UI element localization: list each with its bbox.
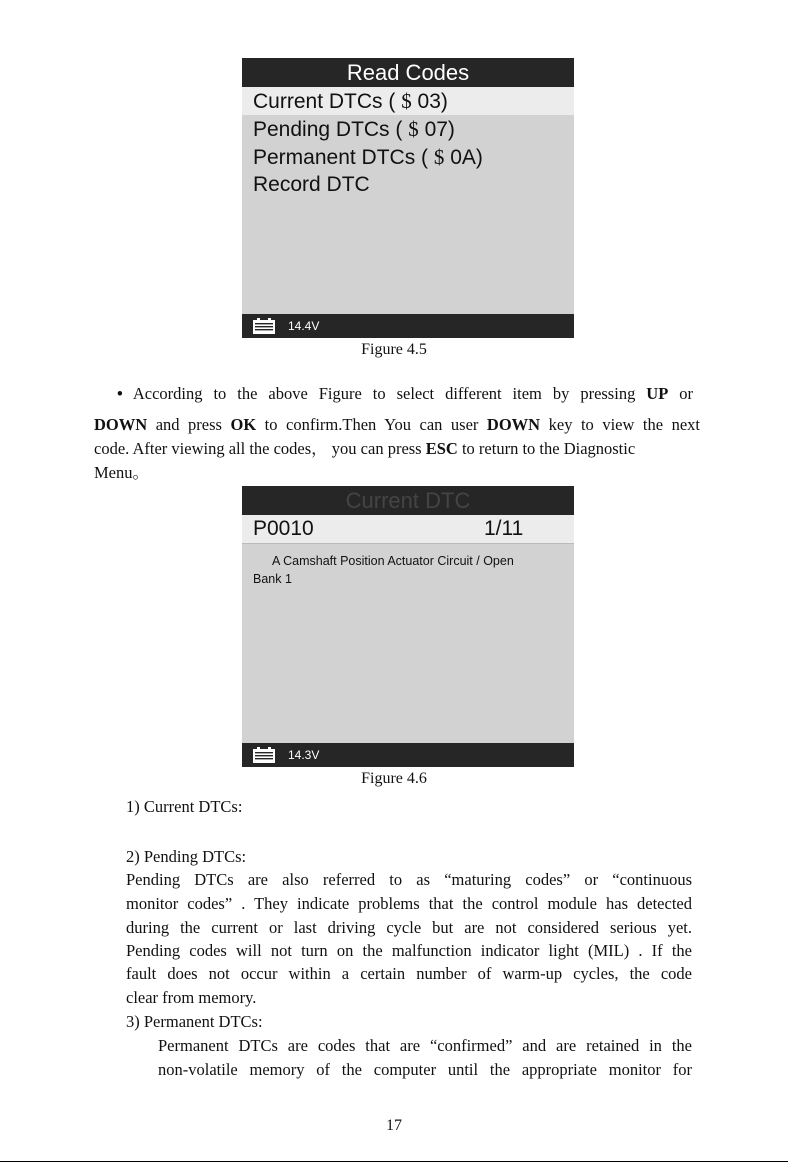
status-bar [242, 743, 574, 767]
voltage-reading: 14.4V [288, 319, 320, 333]
body-line: Pending DTCs are also referred to as “maturing codes” or “continuous [126, 870, 692, 889]
menu-item-label: Permanent DTCs ( [253, 146, 434, 169]
menu-item-permanent-dtcs[interactable] [242, 143, 574, 171]
screen-title: Read Codes [242, 58, 574, 87]
instruction-line: Menu。 [94, 463, 149, 482]
instruction-line: DOWN and press OK to confirm.Then You can user DOWN key to view the next [94, 415, 701, 434]
section-heading: 2) Pending DTCs: [126, 847, 247, 866]
status-bar [242, 314, 574, 338]
menu-item-mode: 0A) [444, 146, 483, 169]
instruction-line: code. After viewing all the codes， you can press ESC to return to the Diagnostic [94, 439, 636, 458]
read-codes-screen [242, 58, 574, 338]
dtc-description [242, 544, 574, 588]
figure-caption: Figure 4.6 [361, 770, 427, 787]
figure-caption: Figure 4.5 [361, 341, 427, 358]
instruction-line: • According to the above Figure to select different item by pressing UP or [117, 384, 693, 403]
menu-item-pending-dtcs[interactable] [242, 115, 574, 143]
battery-icon [253, 747, 275, 763]
dollar-sign: $ [408, 117, 419, 141]
description-line: Bank 1 [253, 572, 292, 586]
body-line: Pending codes will not turn on the malfunction indicator light (MIL) . If the [126, 941, 692, 960]
body-line: non-volatile memory of the computer until the appropriate monitor for [158, 1060, 692, 1079]
current-dtc-screen [242, 486, 574, 767]
body-line: during the current or last driving cycle but are not considered serious yet. [126, 918, 692, 937]
battery-icon [253, 318, 275, 334]
menu-item-label: Record DTC [253, 173, 370, 196]
menu-item-record-dtc[interactable] [242, 171, 574, 199]
menu-item-label: Current DTCs ( [253, 90, 402, 113]
body-line: fault does not occur within a certain number of warm-up cycles, the code [126, 964, 692, 983]
page-number: 17 [386, 1117, 402, 1134]
body-line: monitor codes” . They indicate problems that the control module has detected [126, 894, 692, 913]
description-line: A Camshaft Position Actuator Circuit / Open [272, 554, 514, 568]
body-line: clear from memory. [126, 988, 257, 1007]
dtc-counter: 1/11 [484, 517, 524, 540]
voltage-reading: 14.3V [288, 748, 320, 762]
dtc-header [242, 515, 574, 544]
dollar-sign: $ [401, 89, 412, 113]
menu-item-current-dtcs[interactable] [242, 87, 574, 115]
dollar-sign: $ [433, 145, 445, 169]
section-heading: 1) Current DTCs: [126, 797, 243, 816]
menu-item-label: Pending DTCs ( [253, 118, 409, 141]
page-divider [0, 1161, 788, 1162]
section-heading: 3) Permanent DTCs: [126, 1012, 263, 1031]
dtc-code: P0010 [253, 517, 314, 540]
screen-title: Current DTC [242, 486, 574, 515]
menu-item-mode: 03) [411, 90, 448, 113]
menu-item-mode: 07) [418, 118, 455, 141]
body-line: Permanent DTCs are codes that are “confirmed” and are retained in the [158, 1036, 692, 1055]
